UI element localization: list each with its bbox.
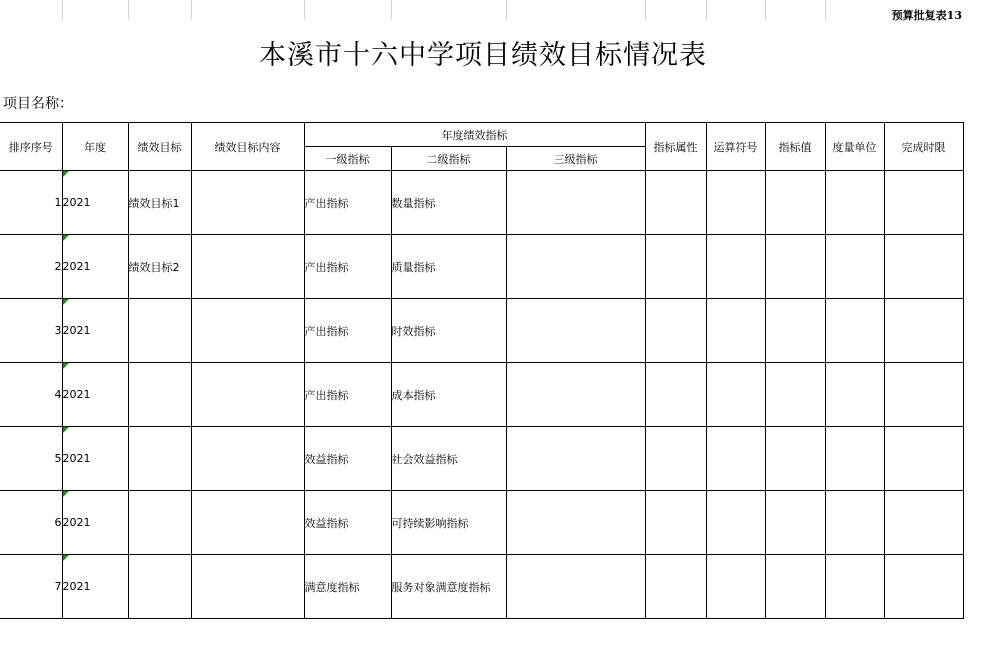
cell-deadline[interactable]	[884, 299, 963, 363]
gridline	[506, 0, 507, 20]
cell-goal[interactable]	[128, 555, 191, 619]
note-indicator	[63, 555, 69, 561]
cell-deadline[interactable]	[884, 171, 963, 235]
cell-value[interactable]	[765, 299, 825, 363]
performance-table	[0, 122, 964, 619]
cell-year[interactable]: 2021	[62, 299, 128, 363]
header-annual-indicators[interactable]: 年度绩效指标	[304, 123, 645, 147]
cell-goal-content[interactable]	[191, 491, 304, 555]
cell-goal[interactable]	[128, 427, 191, 491]
cell-unit[interactable]	[825, 363, 884, 427]
cell-level2[interactable]: 数量指标	[391, 171, 506, 235]
cell-goal-content[interactable]	[191, 555, 304, 619]
cell-unit[interactable]	[825, 299, 884, 363]
cell-unit[interactable]	[825, 235, 884, 299]
cell-unit[interactable]	[825, 555, 884, 619]
cell-level1[interactable]: 满意度指标	[304, 555, 391, 619]
cell-level1[interactable]: 产出指标	[304, 171, 391, 235]
gridline	[391, 0, 392, 20]
gridline	[128, 0, 129, 20]
cell-level3[interactable]	[506, 427, 645, 491]
cell-goal[interactable]	[128, 299, 191, 363]
note-indicator	[63, 299, 69, 305]
cell-year[interactable]: 2021	[62, 427, 128, 491]
cell-operator[interactable]	[706, 299, 765, 363]
cell-level3[interactable]	[506, 299, 645, 363]
header-operator[interactable]: 运算符号	[706, 123, 765, 171]
gridline	[765, 0, 766, 20]
cell-deadline[interactable]	[884, 235, 963, 299]
cell-unit[interactable]	[825, 491, 884, 555]
header-year[interactable]: 年度	[62, 123, 128, 171]
cell-year[interactable]: 2021	[62, 235, 128, 299]
cell-operator[interactable]	[706, 171, 765, 235]
cell-goal[interactable]: 绩效目标2	[128, 235, 191, 299]
cell-year[interactable]: 2021	[62, 555, 128, 619]
cell-goal-content[interactable]	[191, 299, 304, 363]
table-row	[0, 555, 963, 619]
cell-deadline[interactable]	[884, 491, 963, 555]
cell-year[interactable]: 2021	[62, 363, 128, 427]
cell-goal[interactable]: 绩效目标1	[128, 171, 191, 235]
note-indicator	[63, 171, 69, 177]
header-deadline[interactable]: 完成时限	[884, 123, 963, 171]
cell-unit[interactable]	[825, 427, 884, 491]
gridline	[706, 0, 707, 20]
cell-seq[interactable]: 6	[0, 491, 62, 555]
cell-attribute[interactable]	[645, 235, 706, 299]
cell-goal[interactable]	[128, 363, 191, 427]
cell-value[interactable]	[765, 235, 825, 299]
cell-goal-content[interactable]	[191, 363, 304, 427]
cell-value[interactable]	[765, 427, 825, 491]
cell-attribute[interactable]	[645, 363, 706, 427]
cell-operator[interactable]	[706, 555, 765, 619]
cell-level3[interactable]	[506, 555, 645, 619]
cell-operator[interactable]	[706, 427, 765, 491]
cell-level2[interactable]: 成本指标	[391, 363, 506, 427]
note-indicator	[63, 235, 69, 241]
form-number: 预算批复表13	[891, 9, 962, 22]
cell-seq[interactable]: 1	[0, 171, 62, 235]
cell-level2[interactable]: 社会效益指标	[391, 427, 506, 491]
cell-level1[interactable]: 效益指标	[304, 491, 391, 555]
cell-seq[interactable]: 3	[0, 299, 62, 363]
header-goal-content[interactable]: 绩效目标内容	[191, 123, 304, 171]
cell-attribute[interactable]	[645, 299, 706, 363]
cell-attribute[interactable]	[645, 171, 706, 235]
cell-level1[interactable]: 产出指标	[304, 235, 391, 299]
cell-year[interactable]: 2021	[62, 171, 128, 235]
cell-level1[interactable]: 产出指标	[304, 363, 391, 427]
cell-attribute[interactable]	[645, 555, 706, 619]
cell-deadline[interactable]	[884, 363, 963, 427]
cell-level2[interactable]: 服务对象满意度指标	[391, 555, 506, 619]
cell-unit[interactable]	[825, 171, 884, 235]
cell-level3[interactable]	[506, 363, 645, 427]
cell-attribute[interactable]	[645, 491, 706, 555]
header-attribute[interactable]: 指标属性	[645, 123, 706, 171]
cell-level2[interactable]: 可持续影响指标	[391, 491, 506, 555]
cell-operator[interactable]	[706, 363, 765, 427]
header-value[interactable]: 指标值	[765, 123, 825, 171]
table-row	[0, 299, 963, 363]
cell-seq[interactable]: 5	[0, 427, 62, 491]
cell-year[interactable]: 2021	[62, 491, 128, 555]
table-row	[0, 427, 963, 491]
cell-seq[interactable]: 7	[0, 555, 62, 619]
gridline	[825, 0, 826, 20]
cell-value[interactable]	[765, 555, 825, 619]
project-name-label: 项目名称：	[3, 96, 73, 112]
header-seq[interactable]: 排序序号	[0, 123, 62, 171]
cell-goal[interactable]	[128, 491, 191, 555]
cell-goal-content[interactable]	[191, 235, 304, 299]
header-goal[interactable]: 绩效目标	[128, 123, 191, 171]
table-row	[0, 171, 963, 235]
table-row	[0, 363, 963, 427]
cell-deadline[interactable]	[884, 427, 963, 491]
cell-operator[interactable]	[706, 235, 765, 299]
cell-value[interactable]	[765, 363, 825, 427]
cell-value[interactable]	[765, 491, 825, 555]
gridline	[645, 0, 646, 20]
cell-value[interactable]	[765, 171, 825, 235]
cell-goal-content[interactable]	[191, 171, 304, 235]
cell-level1[interactable]: 效益指标	[304, 427, 391, 491]
page-title: 本溪市十六中学项目绩效目标情况表	[259, 40, 707, 71]
header-level2[interactable]: 二级指标	[391, 147, 506, 171]
note-indicator	[63, 363, 69, 369]
gridline	[191, 0, 192, 20]
cell-attribute[interactable]	[645, 427, 706, 491]
note-indicator	[63, 427, 69, 433]
table-row	[0, 491, 963, 555]
cell-goal-content[interactable]	[191, 427, 304, 491]
header-level3[interactable]: 三级指标	[506, 147, 645, 171]
cell-seq[interactable]: 4	[0, 363, 62, 427]
cell-deadline[interactable]	[884, 555, 963, 619]
header-unit[interactable]: 度量单位	[825, 123, 884, 171]
cell-seq[interactable]: 2	[0, 235, 62, 299]
table-row	[0, 235, 963, 299]
cell-operator[interactable]	[706, 491, 765, 555]
gridline	[304, 0, 305, 20]
cell-level2[interactable]: 时效指标	[391, 299, 506, 363]
header-level1[interactable]: 一级指标	[304, 147, 391, 171]
cell-level2[interactable]: 质量指标	[391, 235, 506, 299]
cell-level3[interactable]	[506, 235, 645, 299]
cell-level3[interactable]	[506, 491, 645, 555]
cell-level3[interactable]	[506, 171, 645, 235]
cell-level1[interactable]: 产出指标	[304, 299, 391, 363]
note-indicator	[63, 491, 69, 497]
gridline	[62, 0, 63, 20]
